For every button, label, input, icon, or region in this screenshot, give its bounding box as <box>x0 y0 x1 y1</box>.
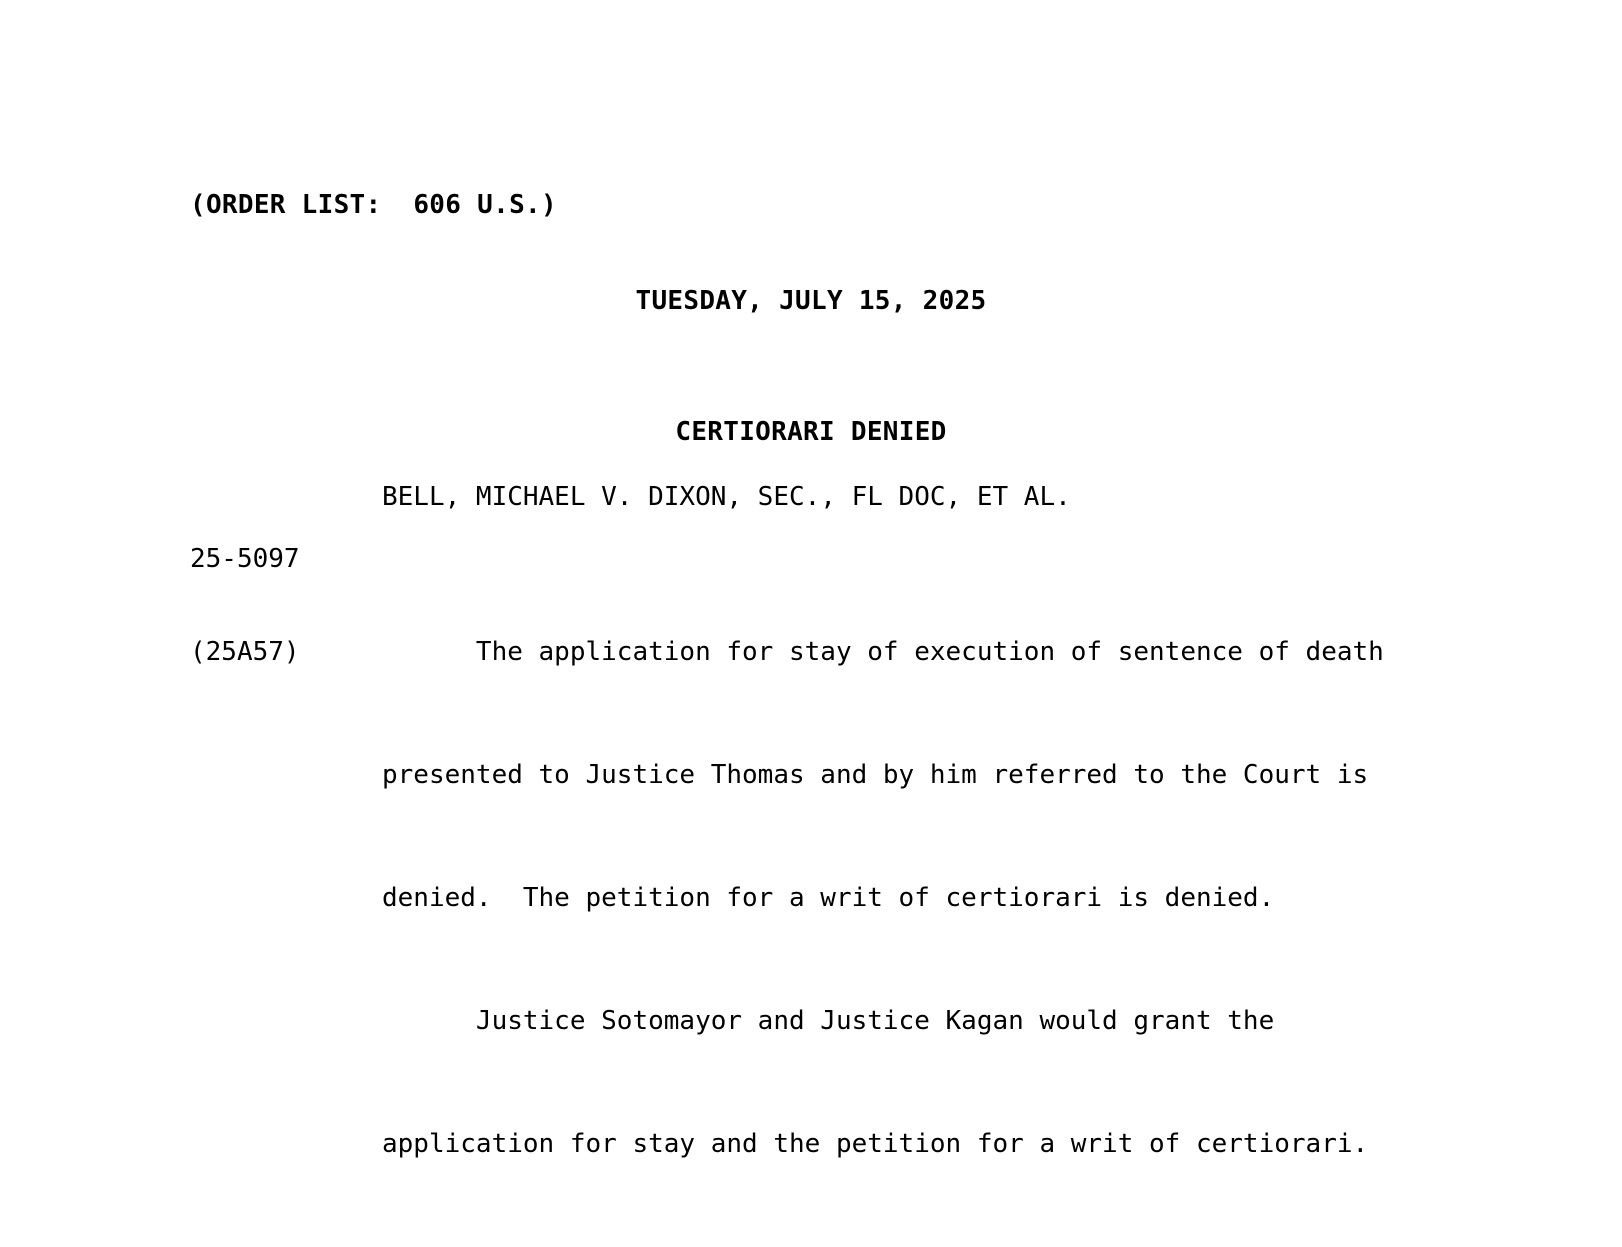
docket-block <box>190 482 300 730</box>
order-text-line: The application for stay of execution of sentence of death <box>382 637 1384 667</box>
order-text-line: denied. The petition for a writ of certiorari is denied. <box>382 883 1275 913</box>
order-date: TUESDAY, JULY 15, 2025 <box>635 286 987 316</box>
section-heading: CERTIORARI DENIED <box>675 417 947 447</box>
order-text-line: presented to Justice Thomas and by him referred to the Court is <box>382 760 1369 790</box>
order-text <box>382 572 1442 1247</box>
order-text-line: Justice Sotomayor and Justice Kagan would grant the <box>382 1006 1275 1036</box>
docket-number: 25-5097 <box>190 544 300 574</box>
application-number: (25A57) <box>190 637 300 667</box>
order-list-header: (ORDER LIST: 606 U.S.) <box>190 190 557 220</box>
case-caption: BELL, MICHAEL V. DIXON, SEC., FL DOC, ET AL. <box>382 482 1071 512</box>
order-text-line: application for stay and the petition for a writ of certiorari. <box>382 1129 1369 1159</box>
